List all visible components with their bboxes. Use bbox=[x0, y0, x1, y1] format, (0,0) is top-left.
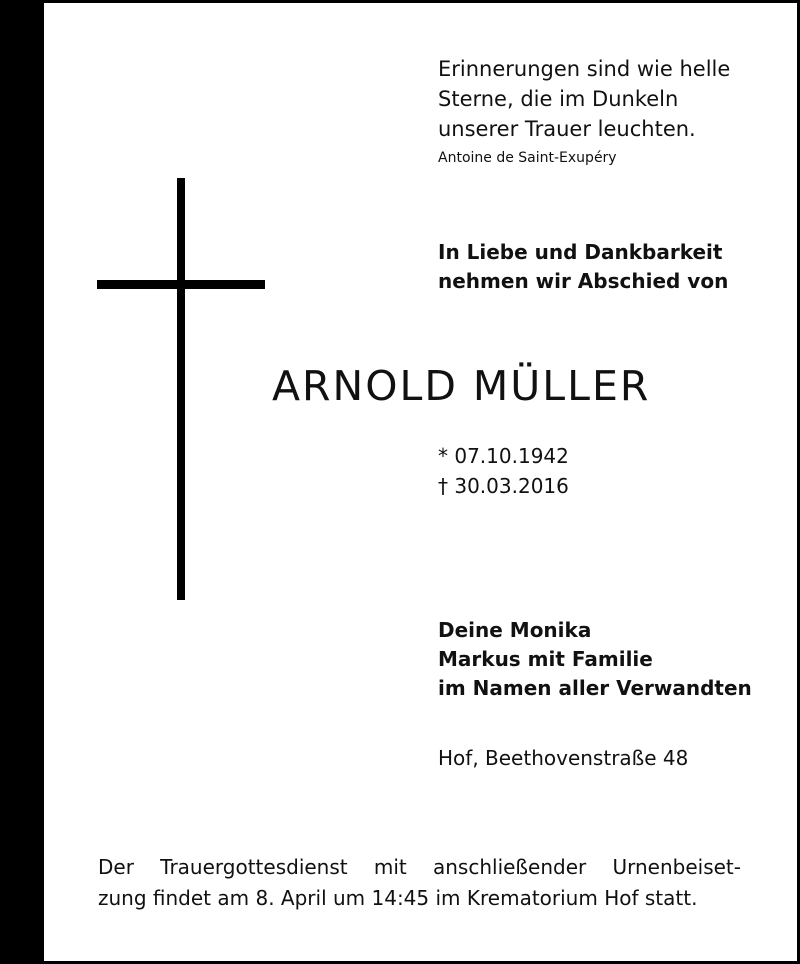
quote-line: Erinnerungen sind wie helle bbox=[438, 57, 731, 81]
mourner-line: Markus mit Familie bbox=[438, 647, 653, 671]
cross-icon-vertical-bar bbox=[177, 178, 185, 600]
cross-icon-horizontal-bar bbox=[97, 280, 265, 289]
quote-block bbox=[438, 54, 730, 144]
mourner-line: Deine Monika bbox=[438, 618, 592, 642]
service-line-2: zung findet am 8. April um 14:45 im Krematorium Hof statt. bbox=[98, 886, 698, 910]
service-word: anschließender bbox=[432, 855, 587, 879]
intro-block bbox=[438, 238, 728, 296]
address: Hof, Beethovenstraße 48 bbox=[438, 746, 689, 770]
quote-line: Sterne, die im Dunkeln bbox=[438, 87, 679, 111]
service-word: mit bbox=[373, 855, 407, 879]
intro-line: In Liebe und Dankbarkeit bbox=[438, 240, 723, 264]
life-dates bbox=[438, 441, 569, 501]
birth-date: * 07.10.1942 bbox=[438, 444, 569, 468]
intro-line: nehmen wir Abschied von bbox=[438, 269, 729, 293]
service-line-1 bbox=[98, 852, 741, 883]
mourner-line: im Namen aller Verwandten bbox=[438, 676, 752, 700]
mourners-block bbox=[438, 616, 752, 703]
deceased-name: ARNOLD MÜLLER bbox=[272, 362, 651, 410]
quote-line: unserer Trauer leuchten. bbox=[438, 117, 696, 141]
service-word: Der bbox=[98, 855, 134, 879]
death-date: † 30.03.2016 bbox=[438, 474, 569, 498]
service-notice bbox=[98, 852, 741, 914]
service-word: Urnenbeiset- bbox=[612, 855, 741, 879]
service-word: Trauergottesdienst bbox=[160, 855, 348, 879]
quote-author: Antoine de Saint-Exupéry bbox=[438, 150, 617, 166]
